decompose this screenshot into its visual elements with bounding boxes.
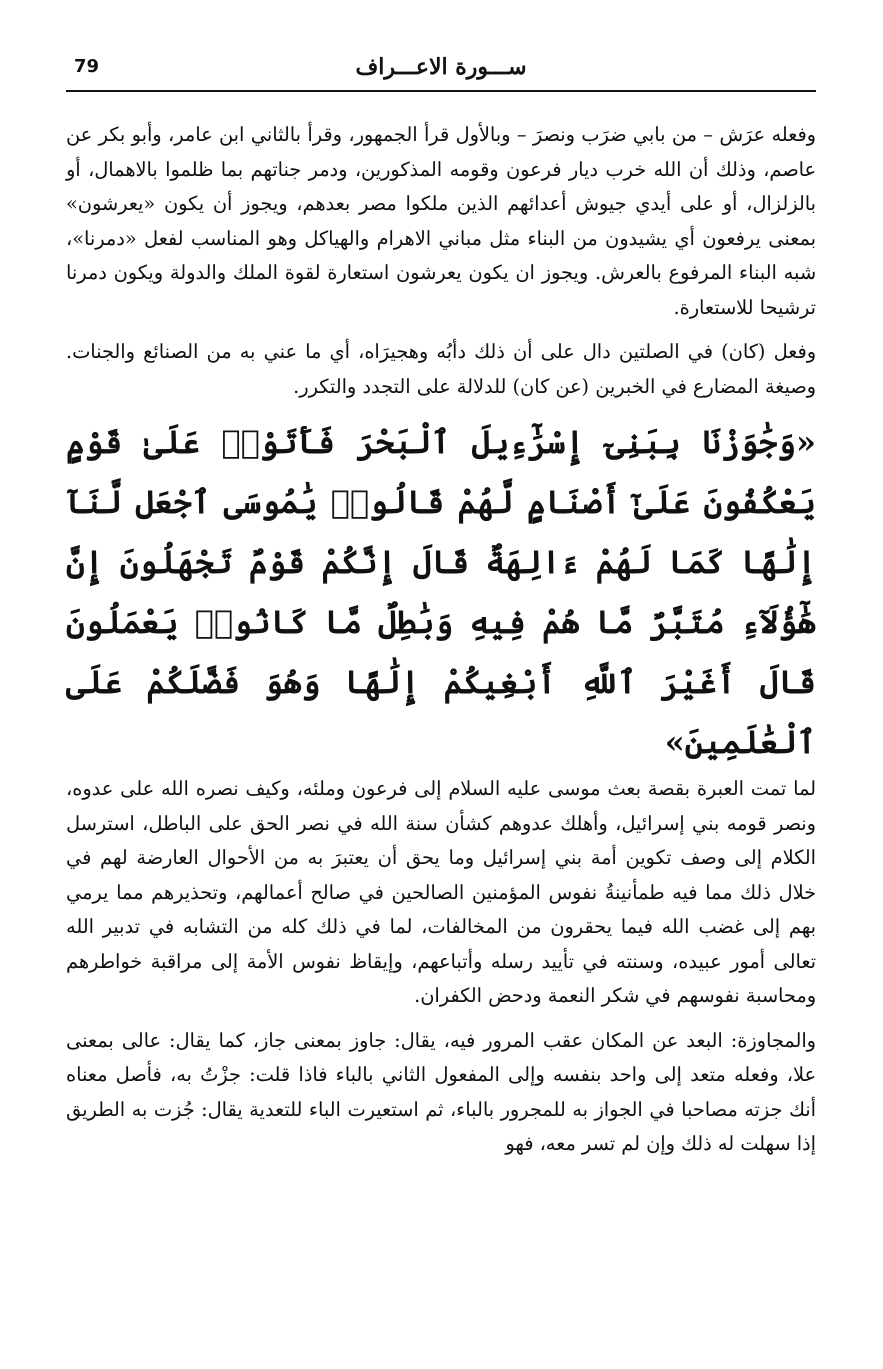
page-body: [66, 118, 816, 1162]
paragraph-spacer: [66, 404, 816, 412]
commentary-paragraph-3: لما تمت العبرة بقصة بعث موسى عليه السلام إلى فرعون وملئه، وكيف نصره الله على عدوه، ونصر قومه بني إسرائيل، وأهلك عدوهم كشأن سنة الله في نصر الحق على الباطل، استرسل الكلام إلى وصف تكوين أمة بني إسرائيل وما يحق أن يعتبرَ به من الأحوال العارضة لهم في خلال ذلك مما فيه طمأنينةُ نفوس المؤمنين الصالحين في صالح أعمالهم، وتحذيرهم مما يرمي بهم إلى غضب الله فيما يحقرون من المخالفات، لما في ذلك كله من التشابه في تدبير الله تعالى أمور عبيده، وسنته في تأييد رسله وأتباعهم، وإيقاظ نفوس الأمة إلى مراقبة خواطرهم ومحاسبة نفوسهم في شكر النعمة ودحض الكفران.: [66, 777, 816, 1007]
running-title: ســـورة الاعـــراف: [355, 54, 527, 80]
page-header: [66, 50, 816, 92]
page-number: 79: [74, 56, 100, 77]
paragraph-spacer: [66, 325, 816, 335]
commentary-paragraph-2: وفعل (كان) في الصلتين دال على أن ذلك دأبُه وهجيرَاه، أي ما عني به من الصنائع والجنات. وصيغة المضارع في الخبرين (عن كان) للدلالة على التجدد والتكرر.: [66, 340, 816, 398]
commentary-paragraph-4: والمجاوزة: البعد عن المكان عقب المرور فيه، يقال: جاوز بمعنى جاز، كما يقال: عالى بمعنى علا، وفعله متعد إلى واحد بنفسه وإلى المفعول الثاني بالباء فاذا قلت: جزْتُ به، فأصل معناه أنك جزته مصاحبا في الجواز به للمجرور بالباء، ثم استعيرت الباء للتعدية يقال: جُزت به الطريق إذا سهلت له ذلك وإن لم تسر معه، فهو: [66, 1028, 816, 1155]
quran-verse-block: «وَجَٰوَزْنَا بِبَنِىٓ إِسْرَٰٓءِيلَ ٱلْبَحْرَ فَأَتَوْا۟ عَلَىٰ قَوْمٍ يَعْكُفُونَ عَلَىٰٓ أَصْنَامٍ لَّهُمْ قَالُوا۟ يَٰمُوسَى ٱجْعَل لَّنَآ إِلَٰهًا كَمَا لَهُمْ ءَالِهَةٌ قَالَ إِنَّكُمْ قَوْمٌ تَجْهَلُونَ إِنَّ هَٰٓؤُلَآءِ مُتَبَّرٌ مَّا هُمْ فِيهِ وَبَٰطِلٌ مَّا كَانُوا۟ يَعْمَلُونَ قَالَ أَغَيْرَ ٱللَّهِ أَبْغِيكُمْ إِلَٰهًا وَهُوَ فَضَّلَكُمْ عَلَى ٱلْعَٰلَمِينَ»: [66, 423, 816, 761]
paragraph-spacer: [66, 1014, 816, 1024]
commentary-paragraph-1: وفعله عرَش – من بابي ضرَب ونصرَ – وبالأول قرأ الجمهور، وقرأ بالثاني ابن عامر، وأبو بكر عن عاصم، وذلك أن الله خرب ديار فرعون وقومه المذكورين، ودمر جناتهم بما ظلموا بالاهمال، أو بالزلزال، أو على أيدي جيوش أعدائهم الذين ملكوا مصر بعدهم، ويجوز أن يكون «يعرشون» بمعنى يرفعون أي يشيدون من البناء مثل مباني الاهرام والهياكل وهو المناسب لفعل «دمرنا»، شبه البناء المرفوع بالعرش. ويجوز ان يكون يعرشون استعارة لقوة الملك والدولة ويكون دمرنا ترشيحا للاستعارة.: [66, 123, 816, 319]
